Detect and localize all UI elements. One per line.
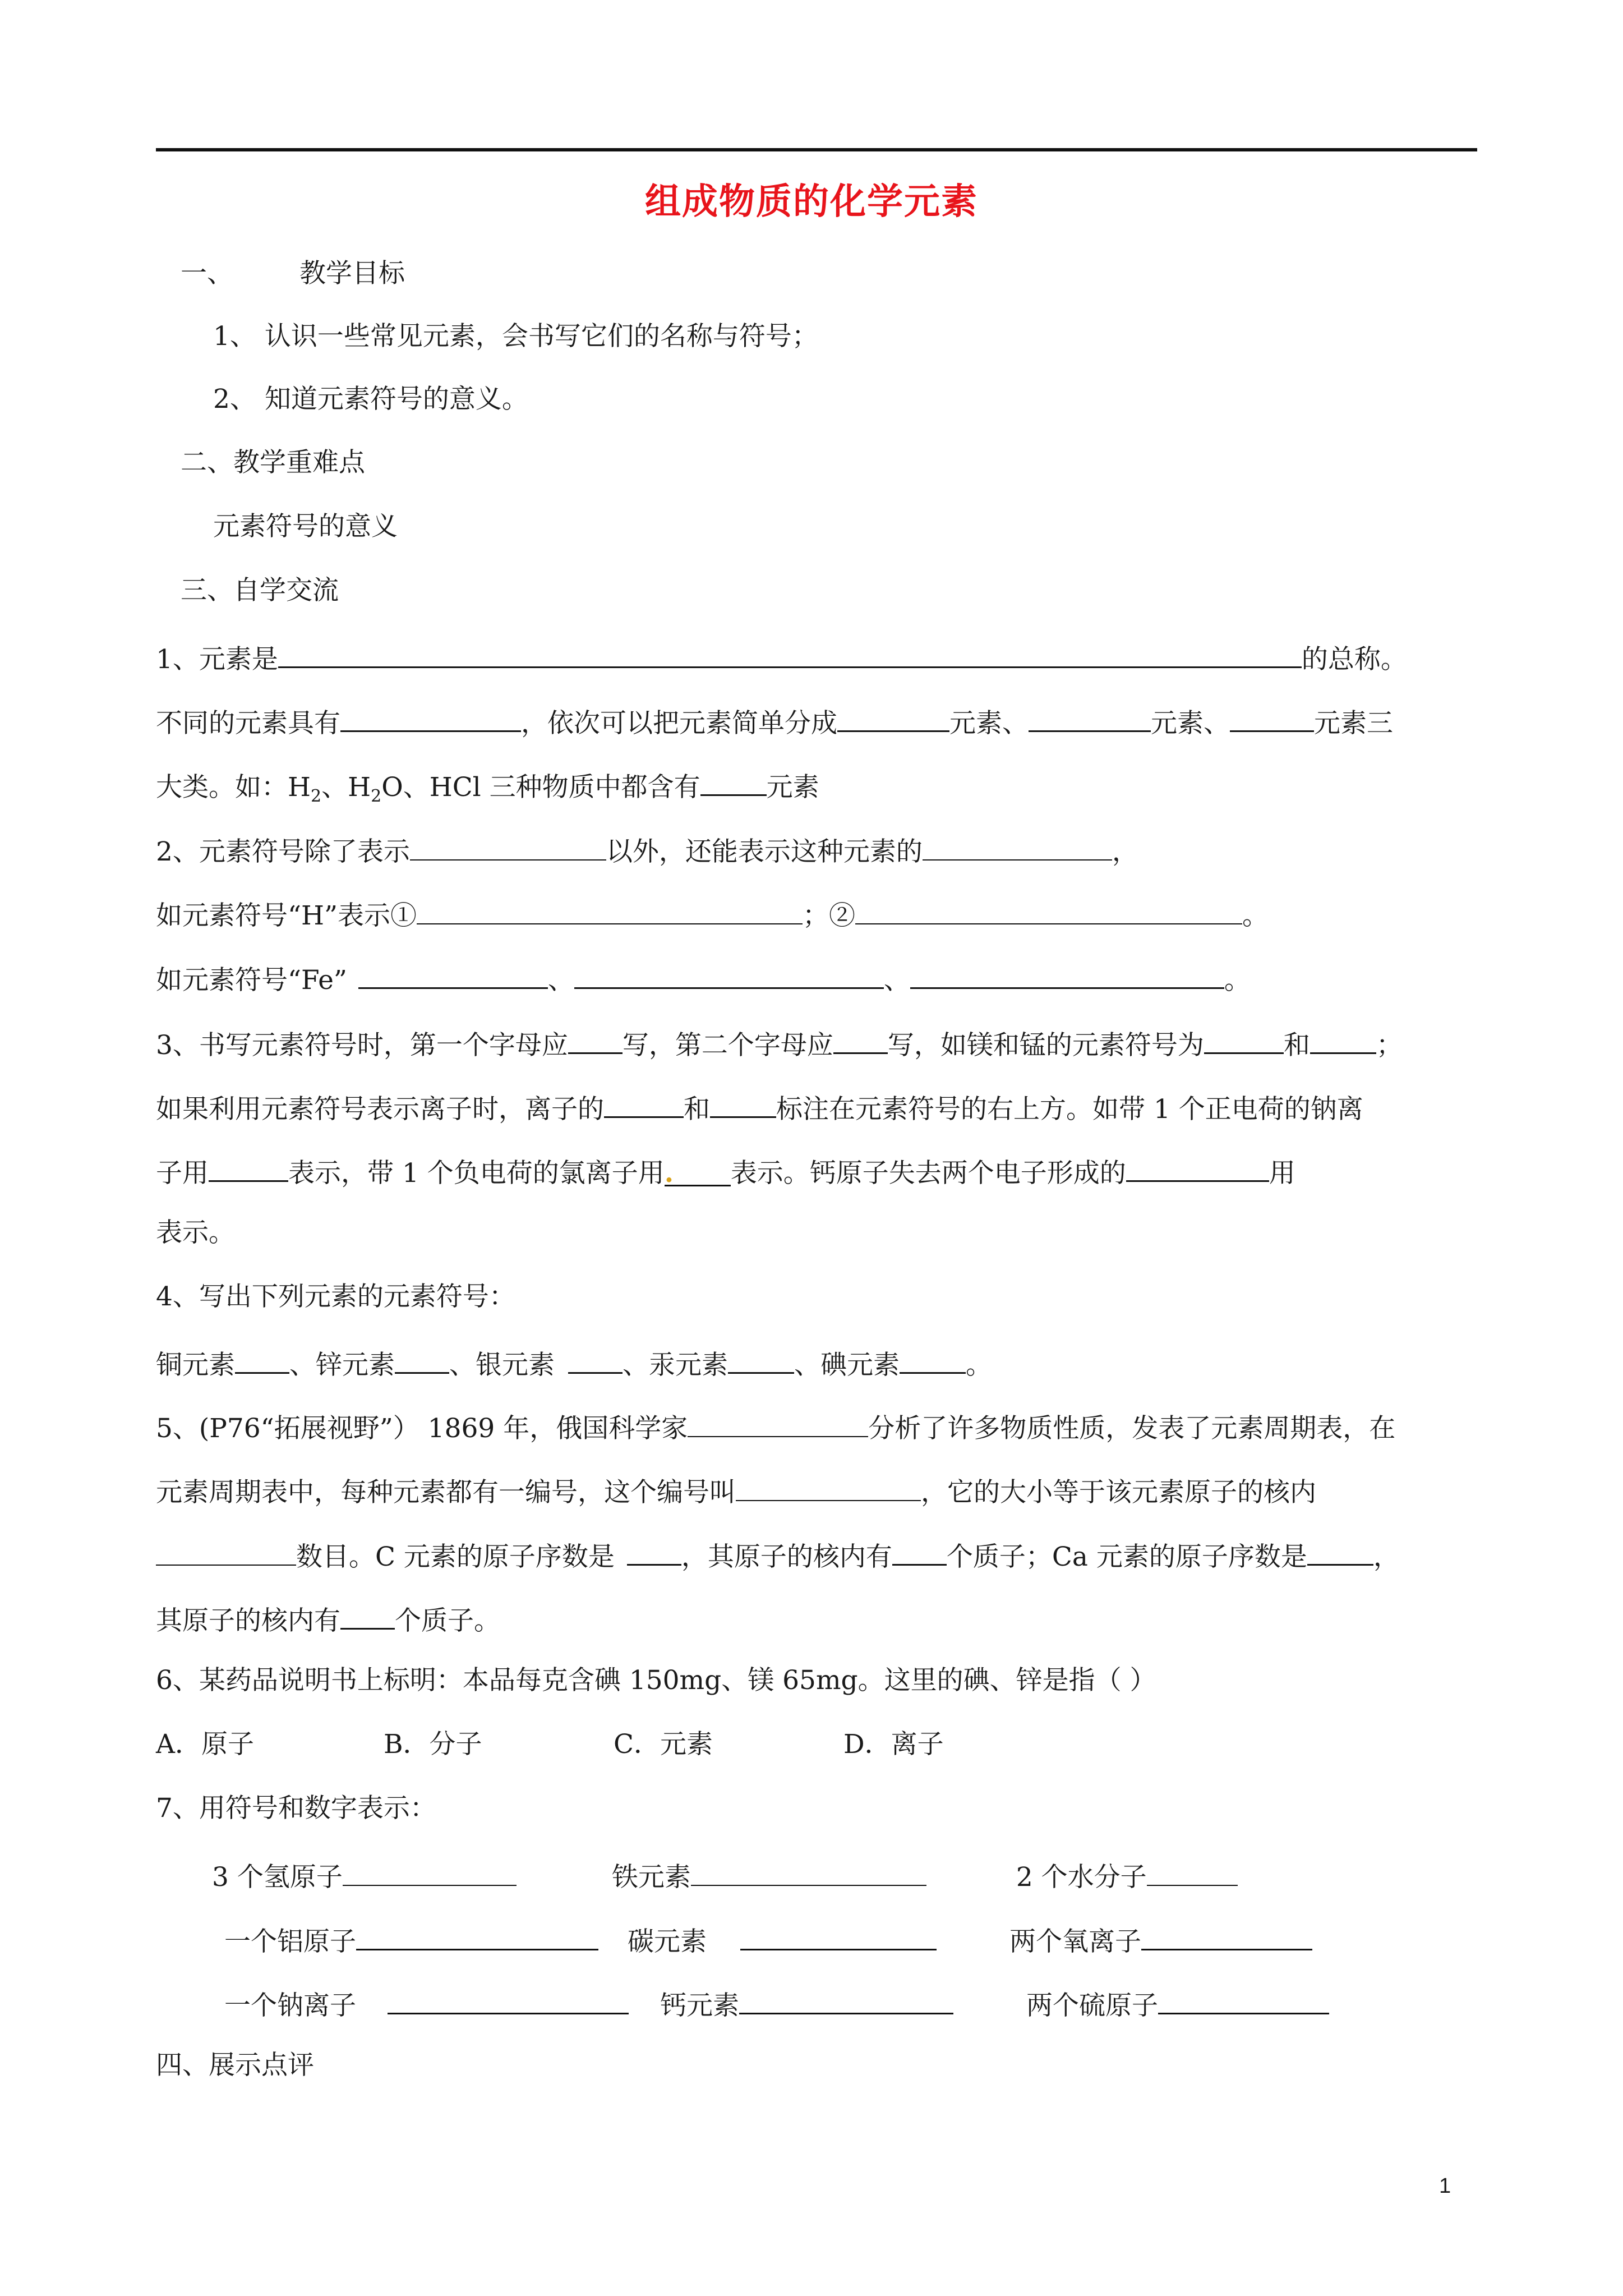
answer-blank[interactable]: [923, 831, 1112, 861]
section-1-heading: 一、 教学目标: [181, 258, 405, 289]
answer-blank[interactable]: [568, 1344, 623, 1374]
answer-blank[interactable]: [1230, 702, 1314, 732]
q3-line-3: 子用 表示，带 1 个负电荷的氯离子用. 表示。钙原子失去两个电子形成的 用: [156, 1152, 1295, 1190]
answer-blank[interactable]: [340, 1600, 395, 1630]
q2-line-1: 2、元素符号除了表示 以外，还能表示这种元素的 ，: [156, 831, 1138, 869]
answer-blank[interactable]: [900, 1344, 966, 1374]
q5-line-1: 5、(P76“拓展视野”） 1869 年，俄国科学家 分析了许多物质性质，发表了元素周期表，在: [156, 1408, 1395, 1446]
answer-blank[interactable]: [736, 1472, 921, 1501]
answer-blank[interactable]: [739, 1985, 953, 2014]
q7-heading: 7、用符号和数字表示：: [156, 1793, 436, 1824]
header-rule: [156, 148, 1477, 151]
q1-line-1: 1、元素是 的总称。: [156, 638, 1407, 677]
answer-blank[interactable]: [1307, 1536, 1373, 1566]
answer-blank[interactable]: [855, 895, 1242, 924]
q5-line-4: 其原子的核内有 个质子。: [156, 1600, 500, 1638]
answer-blank[interactable]: [833, 1024, 888, 1054]
option-a[interactable]: A．原子: [156, 1729, 254, 1760]
answer-blank[interactable]: [1158, 1985, 1329, 2014]
answer-blank[interactable]: [1147, 1857, 1238, 1886]
answer-blank[interactable]: [604, 1088, 684, 1118]
answer-blank[interactable]: [892, 1536, 947, 1566]
objective-1: 1、 认识一些常见元素，会书写它们的名称与符号；: [213, 321, 818, 352]
q3-line-2: 如果利用元素符号表示离子时，离子的 和 标注在元素符号的右上方。如带 1 个正电荷的钠离: [156, 1088, 1363, 1126]
option-c[interactable]: C．元素: [614, 1729, 713, 1760]
answer-blank[interactable]: [395, 1344, 449, 1374]
q4-heading: 4、写出下列元素的元素符号：: [156, 1281, 515, 1312]
section-4-heading: 四、展示点评: [156, 2050, 314, 2081]
answer-blank[interactable]: [156, 1536, 296, 1566]
page-title: 组成物质的化学元素: [645, 181, 978, 223]
section-2-heading: 二、教学重难点: [181, 447, 365, 478]
answer-blank[interactable]: [209, 1152, 288, 1182]
answer-blank[interactable]: [691, 1857, 926, 1886]
answer-blank[interactable]: [728, 1344, 794, 1374]
objective-2: 2、 知道元素符号的意义。: [213, 384, 528, 415]
q5-line-2: 元素周期表中，每种元素都有一编号，这个编号叫 ，它的大小等于该元素原子的核内: [156, 1472, 1316, 1510]
answer-blank[interactable]: [278, 638, 1302, 668]
answer-blank[interactable]: [356, 1921, 598, 1950]
answer-blank[interactable]: [710, 1088, 776, 1118]
q7-row-1: 3 个氢原子 铁元素 2 个水分子: [212, 1857, 1238, 1894]
option-b[interactable]: B．分子: [384, 1729, 482, 1760]
q2-line-2: 如元素符号“H”表示① ；② 。: [156, 895, 1269, 933]
answer-blank[interactable]: .: [665, 1157, 731, 1186]
answer-blank[interactable]: [343, 1857, 517, 1886]
q6-options: [156, 1728, 944, 1761]
q3-line-4: 表示。: [156, 1217, 235, 1248]
q7-row-3: 一个钠离子 钙元素 两个硫原子: [224, 1985, 1329, 2023]
answer-blank[interactable]: [1126, 1152, 1269, 1182]
answer-blank[interactable]: [340, 702, 521, 732]
answer-blank[interactable]: [410, 831, 606, 861]
q3-line-1: 3、书写元素符号时，第一个字母应 写，第二个字母应 写，如镁和锰的元素符号为 和 ；: [156, 1024, 1403, 1062]
answer-blank[interactable]: [1141, 1921, 1312, 1950]
q1-line-2: 不同的元素具有 ，依次可以把元素简单分成 元素、 元素、 元素三: [156, 702, 1393, 740]
answer-blank[interactable]: [688, 1408, 868, 1437]
answer-blank[interactable]: [1310, 1024, 1376, 1054]
option-d[interactable]: D．离子: [843, 1729, 944, 1760]
q6-question: 6、某药品说明书上标明：本品每克含碘 150mg、镁 65mg。这里的碘、锌是指（ ）: [156, 1665, 1156, 1696]
answer-blank[interactable]: [574, 959, 884, 989]
answer-blank[interactable]: [1029, 702, 1151, 732]
q4-answers: 铜元素 、锌元素 、银元素 、汞元素 、碘元素 。: [156, 1344, 992, 1382]
answer-blank[interactable]: [910, 959, 1224, 989]
answer-blank[interactable]: [740, 1921, 937, 1950]
page-number: 1: [1439, 2174, 1451, 2198]
answer-blank[interactable]: [700, 766, 767, 796]
answer-blank[interactable]: [235, 1344, 289, 1374]
key-point: 元素符号的意义: [213, 511, 398, 542]
q7-row-2: 一个铝原子 碳元素 两个氧离子: [224, 1921, 1312, 1959]
answer-blank[interactable]: [627, 1536, 681, 1566]
answer-blank[interactable]: [837, 702, 949, 732]
q5-line-3: 数目。C 元素的原子序数是 ，其原子的核内有 个质子；Ca 元素的原子序数是 ，: [156, 1536, 1400, 1574]
section-3-heading: 三、自学交流: [181, 575, 339, 606]
answer-blank[interactable]: [417, 895, 803, 924]
answer-blank[interactable]: [358, 959, 548, 989]
answer-blank[interactable]: [1204, 1024, 1284, 1054]
q1-line-3: 大类。如：$H_2$、$H_2O$、HCl 三种物质中都含有 元素: [156, 766, 819, 804]
answer-blank[interactable]: [568, 1024, 623, 1054]
q2-line-3: 如元素符号“Fe” 、 、 。: [156, 959, 1251, 997]
answer-blank[interactable]: [388, 1985, 629, 2014]
